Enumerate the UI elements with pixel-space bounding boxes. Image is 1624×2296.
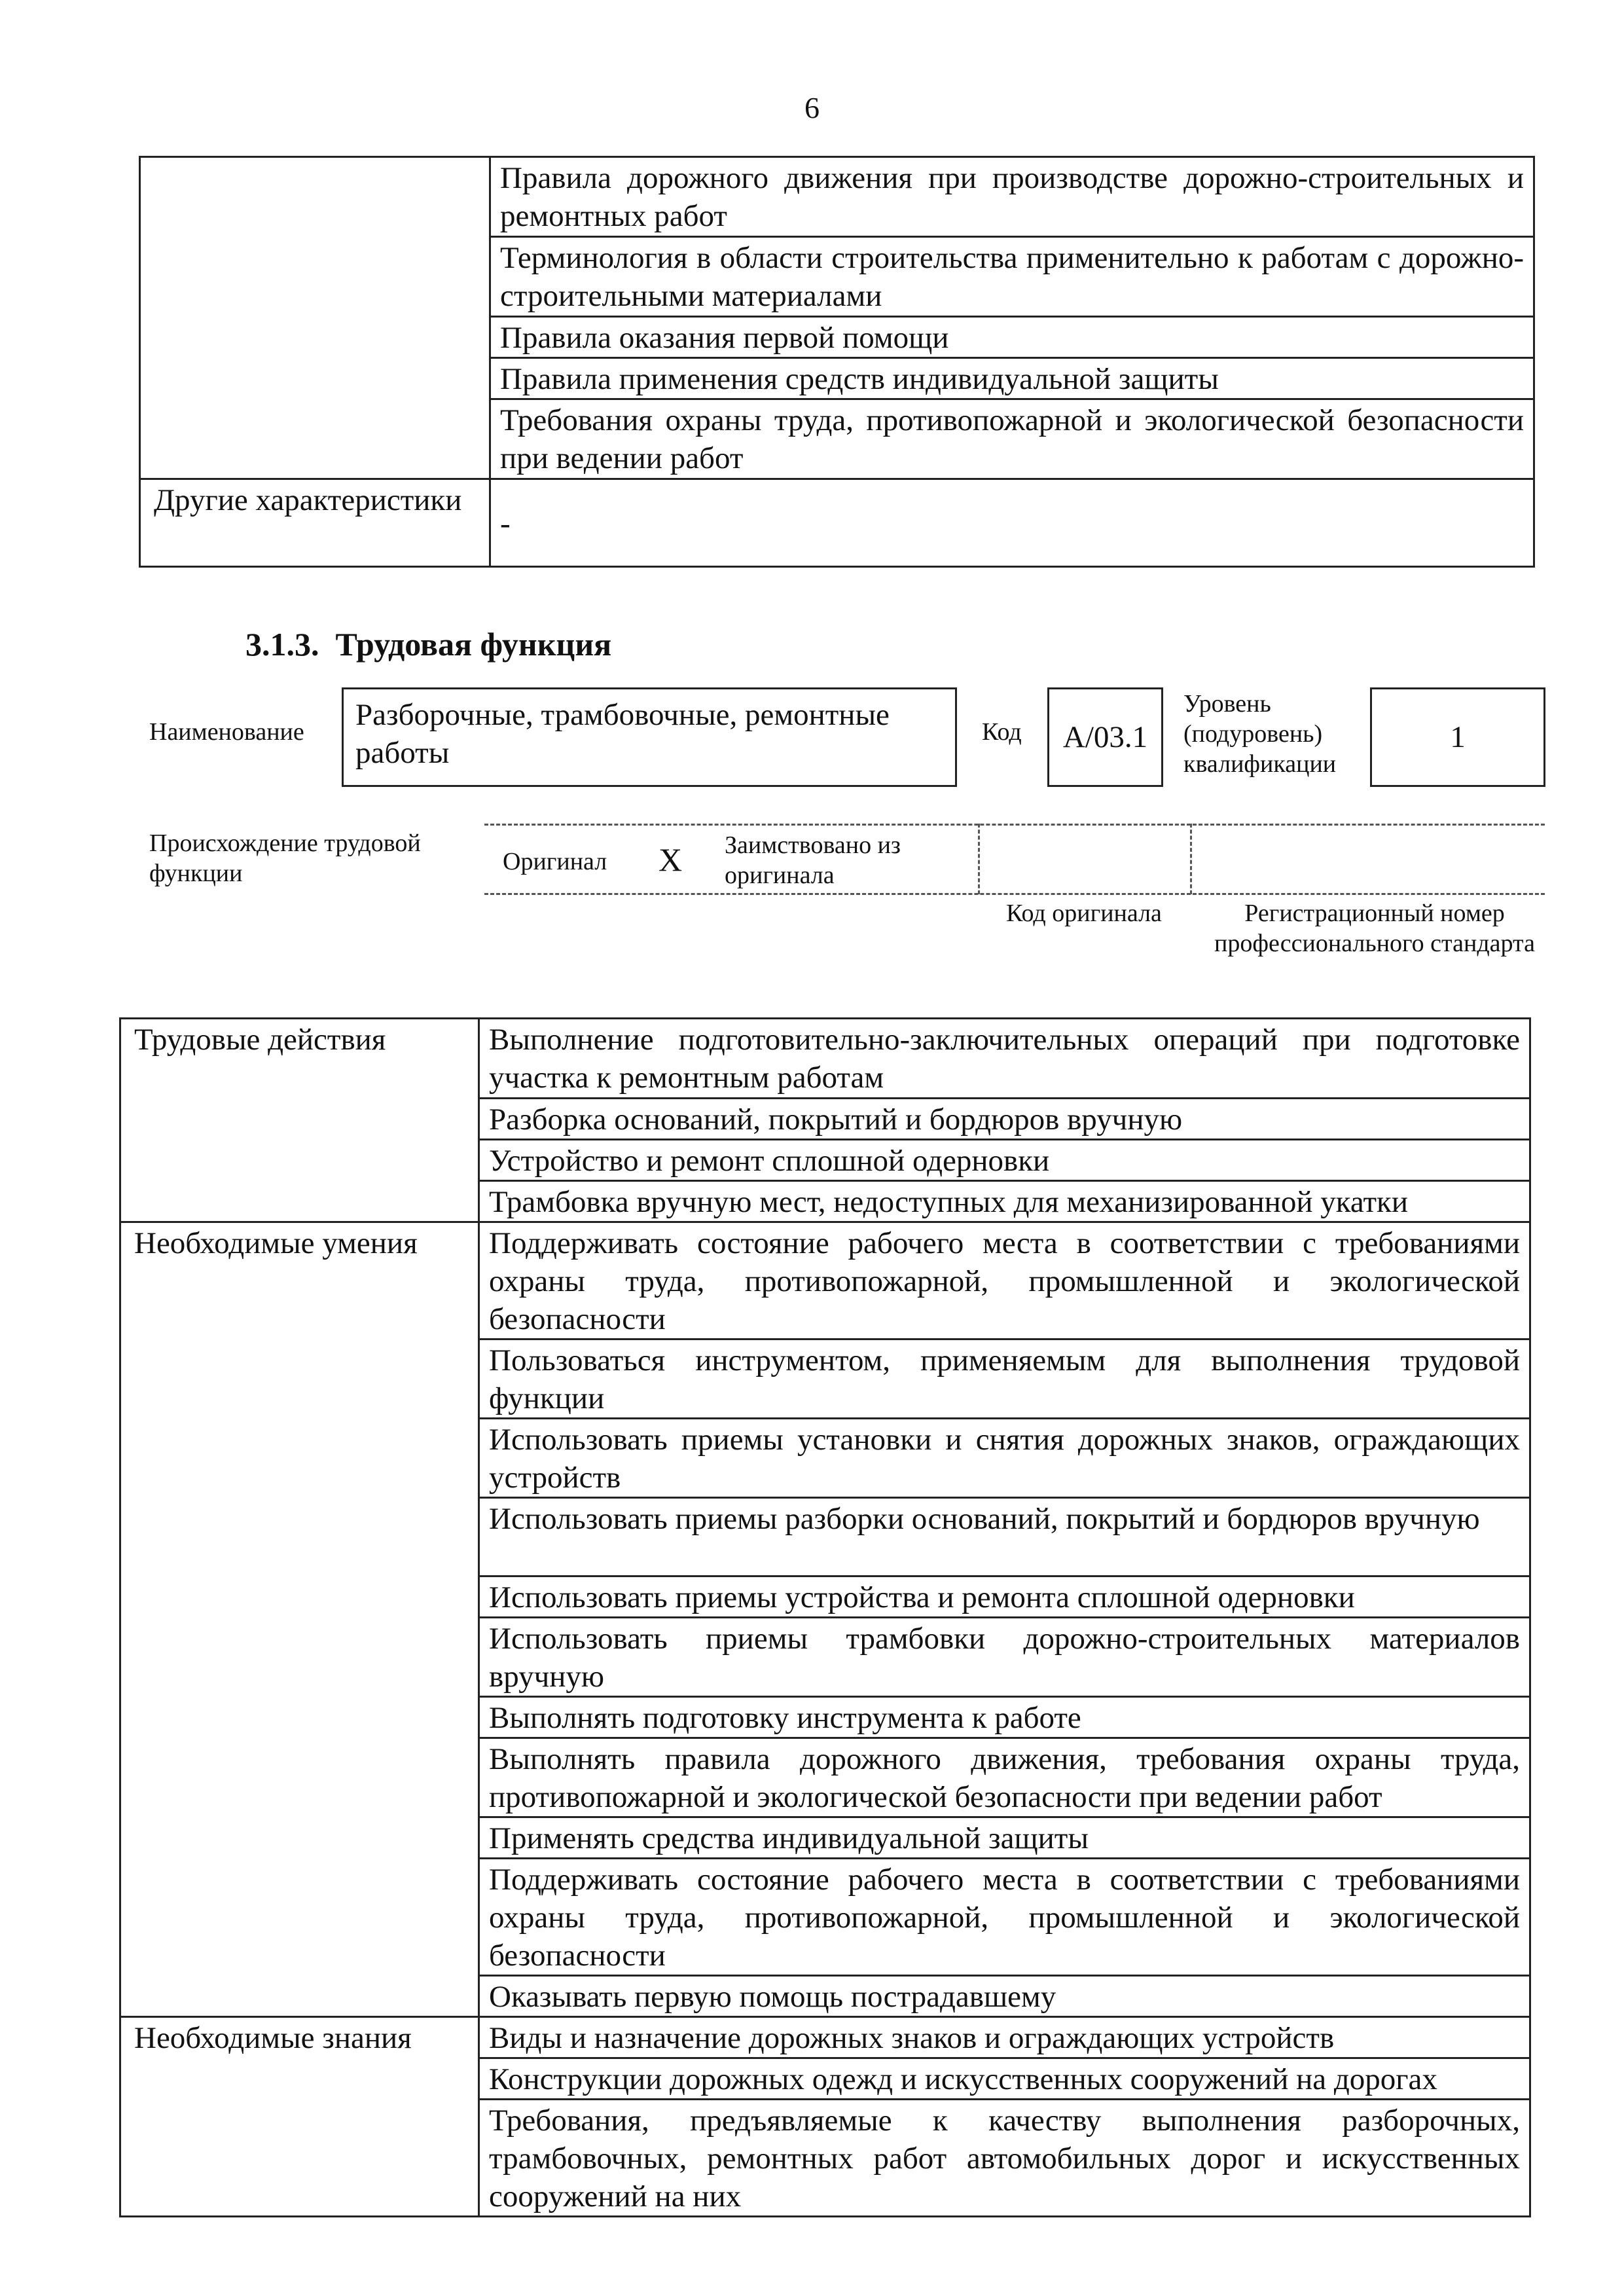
knowledge-row: Требования охраны труда, противопожарной и экологической безопасности при ведении работ xyxy=(490,399,1534,479)
skill-row: Пользоваться инструментом, применяемым для выполнения трудовой функции xyxy=(479,1339,1530,1419)
skills-label: Необходимые умения xyxy=(120,1222,479,2017)
action-row: Разборка оснований, покрытий и бордюров вручную xyxy=(479,1099,1530,1140)
knowledge-row: Требования, предъявляемые к качеству выполнения разборочных, трамбовочных, ремонтных работ автомобильных дорог и искусственных сооружений на них xyxy=(479,2100,1530,2217)
section-title: Трудовая функция xyxy=(335,626,612,663)
code-original-caption: Код оригинала xyxy=(1006,900,1162,927)
name-label: Наименование xyxy=(149,718,304,746)
other-characteristics-label: Другие характеристики xyxy=(140,479,490,567)
origin-top-border xyxy=(484,824,1545,826)
knowledge-row: Виды и назначение дорожных знаков и ограждающих устройств xyxy=(479,2017,1530,2058)
knowledge-row: Правила оказания первой помощи xyxy=(490,317,1534,358)
actions-label: Трудовые действия xyxy=(120,1019,479,1222)
original-mark: X xyxy=(659,841,683,878)
section-number: 3.1.3. xyxy=(245,626,319,663)
level-label: Уровень (подуровень) квалификации xyxy=(1183,690,1337,778)
knowledge-continuation-table xyxy=(139,156,1535,568)
origin-divider xyxy=(978,824,980,894)
knowledge-row: Правила дорожного движения при производстве дорожно-строительных и ремонтных работ xyxy=(490,157,1534,237)
empty-label-cell xyxy=(140,157,490,479)
original-label: Оригинал xyxy=(503,848,607,875)
skill-row: Использовать приемы установки и снятия дорожных знаков, ограждающих устройств xyxy=(479,1419,1530,1498)
page-number: 6 xyxy=(804,91,820,124)
knowledge-row: Конструкции дорожных одежд и искусственных сооружений на дорогах xyxy=(479,2058,1530,2100)
origin-label: Происхождение трудовой функции xyxy=(149,829,421,887)
skill-row: Поддерживать состояние рабочего места в соответствии с требованиями охраны труда, противопожарной, промышленной и экологической безопасности xyxy=(479,1859,1530,1976)
action-row: Устройство и ремонт сплошной одерновки xyxy=(479,1140,1530,1181)
reg-number-caption: Регистрационный номер профессионального стандарта xyxy=(1214,900,1535,957)
skill-row: Выполнять подготовку инструмента к работе xyxy=(479,1697,1530,1738)
skill-row: Выполнять правила дорожного движения, требования охраны труда, противопожарной и экологической безопасности при ведении работ xyxy=(479,1738,1530,1817)
action-row: Трамбовка вручную мест, недоступных для механизированной укатки xyxy=(479,1181,1530,1222)
action-row: Выполнение подготовительно-заключительных операций при подготовке участка к ремонтным работам xyxy=(479,1019,1530,1099)
section-heading xyxy=(245,625,611,663)
skill-row: Оказывать первую помощь пострадавшему xyxy=(479,1976,1530,2017)
knowledge-row: Терминология в области строительства применительно к работам с дорожно-строительными материалами xyxy=(490,237,1534,317)
origin-bottom-border xyxy=(484,893,1545,895)
skill-row: Использовать приемы устройства и ремонта сплошной одерновки xyxy=(479,1576,1530,1618)
skill-row: Использовать приемы разборки оснований, покрытий и бордюров вручную xyxy=(479,1498,1530,1576)
knowledge-label: Необходимые знания xyxy=(120,2017,479,2217)
labor-function-table xyxy=(119,1017,1531,2217)
code-box: А/03.1 xyxy=(1047,687,1163,787)
skill-row: Применять средства индивидуальной защиты xyxy=(479,1817,1530,1859)
function-name-box: Разборочные, трамбовочные, ремонтные работы xyxy=(342,687,957,787)
other-characteristics-value: - xyxy=(490,479,1534,567)
borrowed-label: Заимствовано из оригинала xyxy=(725,831,901,889)
level-box: 1 xyxy=(1370,687,1545,787)
knowledge-row: Правила применения средств индивидуальной защиты xyxy=(490,358,1534,399)
skill-row: Использовать приемы трамбовки дорожно-строительных материалов вручную xyxy=(479,1618,1530,1697)
origin-divider xyxy=(1190,824,1192,894)
code-label: Код xyxy=(982,718,1022,746)
skill-row: Поддерживать состояние рабочего места в соответствии с требованиями охраны труда, противопожарной, промышленной и экологической безопасности xyxy=(479,1222,1530,1339)
